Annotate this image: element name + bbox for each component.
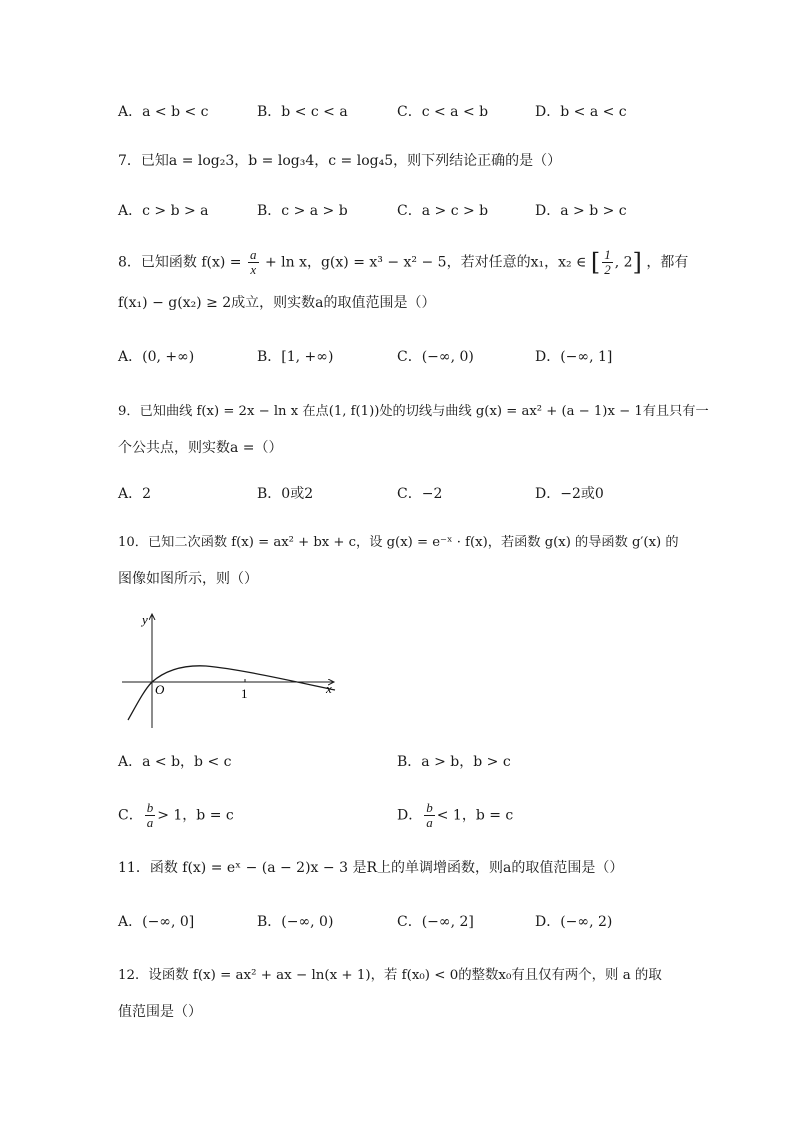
q7-option-a: A．c > b > a	[118, 203, 209, 219]
q8-interval-half	[602, 248, 613, 277]
q10-stem-line2: 图像如图所示，则（）	[118, 571, 258, 587]
y-axis-label: y	[142, 612, 148, 627]
q11-option-c: C．(−∞, 2]	[397, 914, 474, 930]
q9-option-a: A．2	[118, 486, 152, 502]
q8-fraction-a-over-x	[248, 248, 259, 277]
q10-option-a: A．a < b，b < c	[118, 754, 232, 770]
q7-stem: 7．已知a = log₂3，b = log₃4，c = log₄5，则下列结论正确的是（）	[118, 153, 562, 169]
q10-option-c-tail: > 1，b = c	[157, 807, 234, 824]
q8-half-den: 2	[604, 262, 611, 277]
q11-option-a: A．(−∞, 0]	[118, 914, 195, 930]
q10-option-b: B．a > b，b > c	[397, 754, 511, 770]
q10-option-d	[397, 801, 513, 830]
q12-stem-line1: 12．设函数 f(x) = ax² + ax − ln(x + 1)，若 f(x₀) < 0的整数x₀有且仅有两个，则 a 的取	[118, 968, 662, 983]
q9-stem-line1: 9．已知曲线 f(x) = 2x − ln x 在点(1, f(1))处的切线与曲线 g(x) = ax² + (a − 1)x − 1有且只有一	[118, 404, 709, 419]
q10-d-frac-den: a	[426, 815, 433, 830]
q11-option-d: D．(−∞, 2)	[535, 914, 613, 930]
q12-stem-line2: 值范围是（）	[118, 1004, 202, 1020]
q6-option-b: B．b < c < a	[257, 104, 348, 120]
q10-c-frac-num: b	[146, 800, 154, 815]
q8-frac-den: x	[250, 262, 257, 277]
q10-option-c	[118, 801, 234, 830]
q11-stem: 11．函数 f(x) = eˣ − (a − 2)x − 3 是R上的单调增函数，则a的取值范围是（）	[118, 860, 624, 876]
q10-option-d-tail: < 1，b = c	[436, 807, 514, 824]
q8-option-d: D．(−∞, 1]	[535, 349, 613, 365]
q6-option-c: C．c < a < b	[397, 104, 489, 120]
q10-d-frac-num: b	[426, 800, 433, 815]
q8-option-b: B．[1, +∞)	[257, 349, 334, 365]
q10-c-frac-den: a	[146, 815, 154, 830]
q6-option-d: D．b < a < c	[535, 104, 627, 120]
tick-1-label: 1	[241, 686, 248, 701]
origin-label: O	[155, 682, 165, 697]
q8-stem-start: 8．已知函数 f(x) =	[118, 254, 242, 271]
q8-stem-mid: + ln x，g(x) = x³ − x² − 5，若对任意的x₁，x₂ ∈	[264, 254, 587, 271]
q10-option-c-letter: C．	[118, 807, 143, 824]
q8-interval-tail: , 2	[614, 254, 633, 271]
q8-frac-num: a	[250, 247, 257, 262]
q8-stem-line2: f(x₁) − g(x₂) ≥ 2成立，则实数a的取值范围是（）	[118, 295, 436, 311]
q10-derivative-graph	[118, 610, 348, 735]
q8-half-num: 1	[604, 247, 611, 262]
q8-stem-end: ，都有	[646, 254, 689, 271]
q9-stem-line2: 个公共点，则实数a =（）	[118, 440, 283, 456]
q7-option-c: C．a > c > b	[397, 203, 489, 219]
q8-interval-open-bracket: [	[590, 248, 601, 277]
q8-stem	[118, 248, 688, 277]
q11-option-b: B．(−∞, 0)	[257, 914, 334, 930]
q8-option-c: C．(−∞, 0)	[397, 349, 474, 365]
x-axis-label: x	[326, 681, 332, 696]
q6-option-a: A．a < b < c	[118, 104, 209, 120]
q9-option-d: D．−2或0	[535, 486, 604, 502]
q10-option-d-fraction	[424, 801, 435, 830]
q10-option-d-letter: D．	[397, 807, 423, 824]
q9-option-c: C．−2	[397, 486, 443, 502]
q10-stem-line1: 10．已知二次函数 f(x) = ax² + bx + c，设 g(x) = e⁻ˣ · f(x)，若函数 g(x) 的导函数 g′(x) 的	[118, 535, 679, 550]
q7-option-d: D．a > b > c	[535, 203, 627, 219]
q10-option-c-fraction	[145, 801, 156, 830]
q7-option-b: B．c > a > b	[257, 203, 348, 219]
q8-interval-close-bracket: ]	[632, 248, 642, 277]
q9-option-b: B．0或2	[257, 486, 314, 502]
q8-option-a: A．(0, +∞)	[118, 349, 195, 365]
